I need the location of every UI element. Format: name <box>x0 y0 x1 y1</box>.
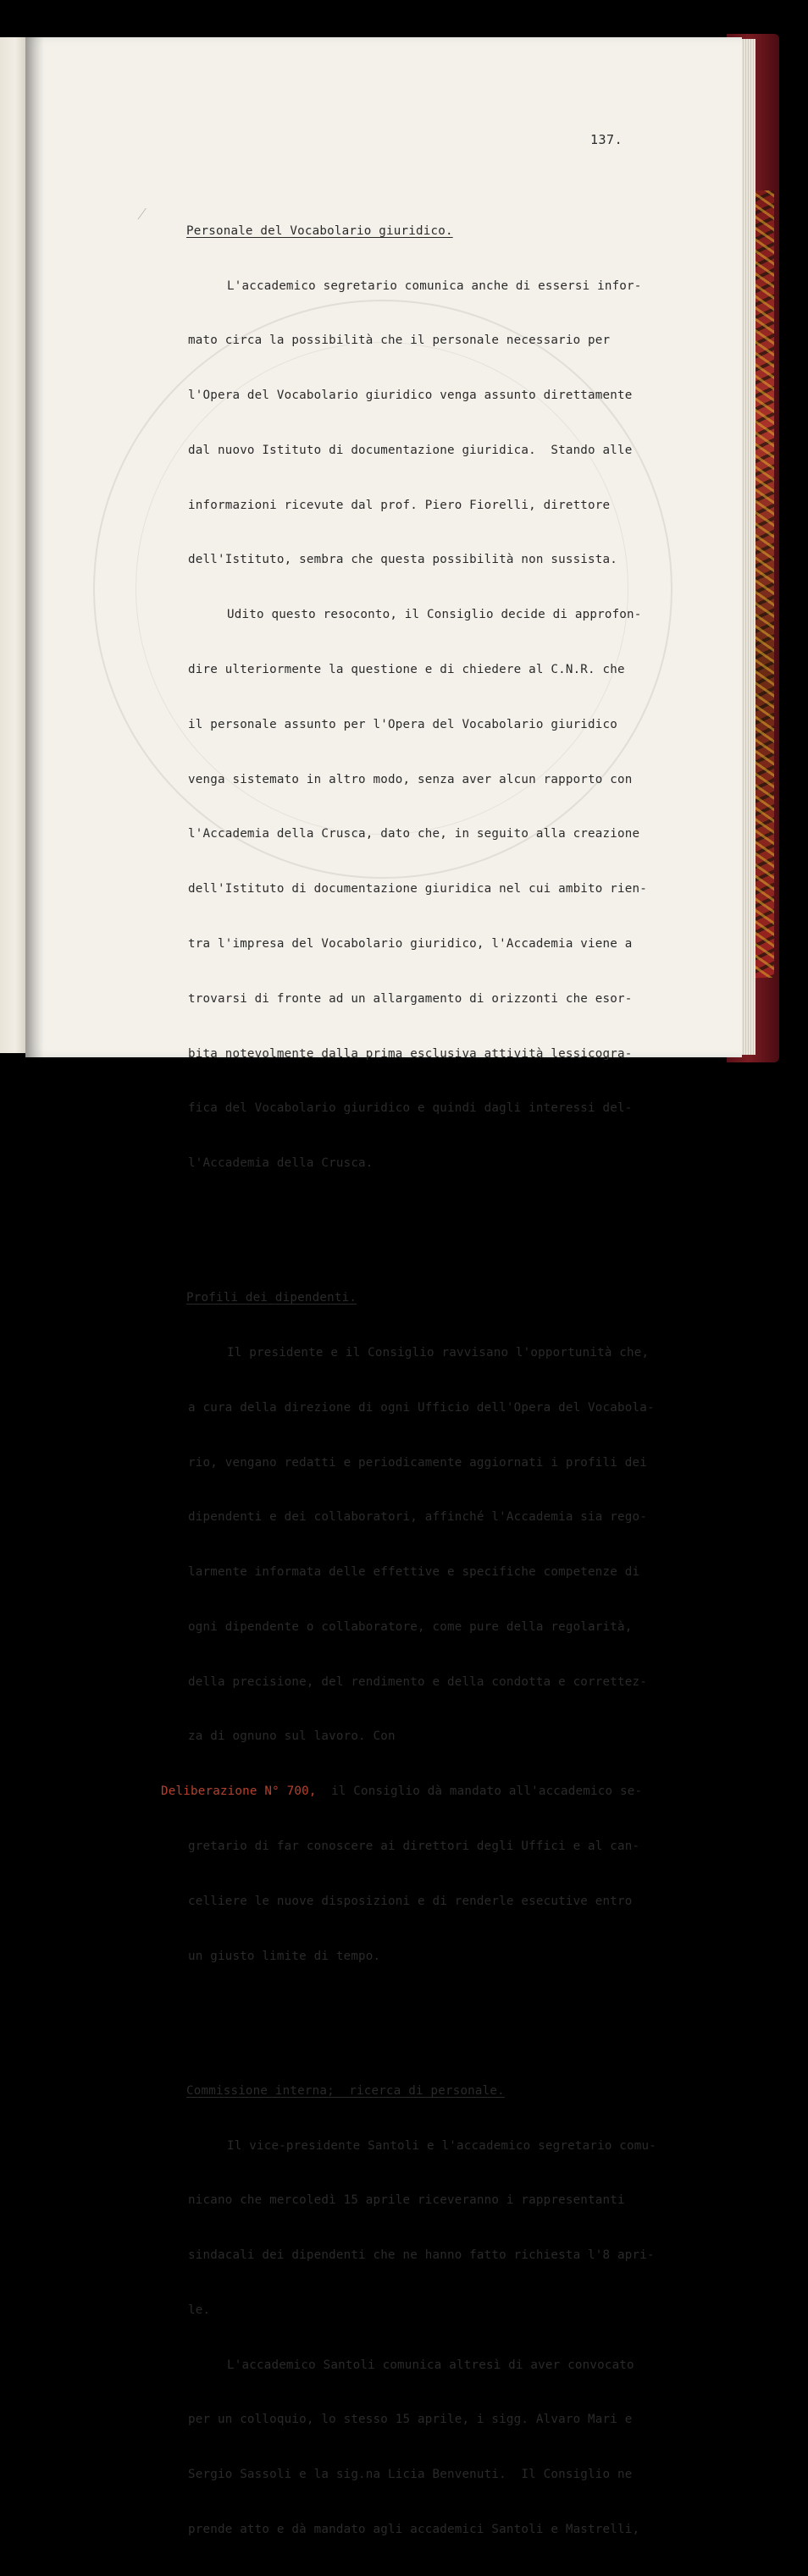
paragraph-line: Il presidente e il Consiglio ravvisano l'opportunità che, <box>227 1346 650 1360</box>
paragraph-line: mato circa la possibilità che il personale necessario per <box>188 334 611 348</box>
paragraph-line: per un colloquio, lo stesso 15 aprile, i sigg. Alvaro Mari e <box>188 2413 633 2427</box>
paragraph-line: gretario di far conoscere ai direttori degli Uffici e al can- <box>188 1840 640 1854</box>
paragraph-line: dire ulteriormente la questione e di chiedere al C.N.R. che <box>188 663 625 677</box>
paragraph-line: Il vice-presidente Santoli e l'accademico segretario comu- <box>227 2138 657 2153</box>
paragraph-line: larmente informata delle effettive e specifiche competenze di <box>188 1565 640 1580</box>
paragraph-line: dal nuovo Istituto di documentazione giuridica. Stando alle <box>188 443 633 457</box>
paragraph-line: prende atto e dà mandato agli accademici Santoli e Mastrelli, <box>188 2523 640 2536</box>
paragraph-line: venga sistemato in altro modo, senza aver alcun rapporto con <box>188 772 633 786</box>
gutter-shadow <box>25 37 44 1057</box>
paragraph-line: il personale assunto per l'Opera del Vocabolario giuridico <box>188 717 618 731</box>
paragraph-line: un giusto limite di tempo. <box>188 1949 381 1963</box>
left-page-edge <box>0 37 25 1053</box>
paragraph-fragment: il Consiglio dà mandato all'accademico se- <box>331 1784 643 1799</box>
paragraph-line: tra l'impresa del Vocabolario giuridico, l'Accademia viene a <box>188 936 633 951</box>
paragraph-line: dell'Istituto di documentazione giuridica nel cui ambito rien- <box>188 882 647 896</box>
paragraph-line: della precisione, del rendimento e della condotta e correttez- <box>188 1674 647 1689</box>
paragraph-line: trovarsi di fronte ad un allargamento di orizzonti che esor- <box>188 991 633 1006</box>
paragraph-line: informazioni ricevute dal prof. Piero Fiorelli, direttore <box>188 498 611 512</box>
paragraph-line: dell'Istituto, sembra che questa possibilità non sussista. <box>188 553 618 567</box>
section-heading: Commissione interna; ricerca di personale. <box>186 2083 505 2098</box>
paragraph-line: rio, vengano redatti e periodicamente aggiornati i profili dei <box>188 1455 647 1470</box>
paragraph-line: l'Accademia della Crusca. <box>188 1156 374 1171</box>
paragraph-line: ogni dipendente o collaboratore, come pure della regolarità, <box>188 1619 633 1634</box>
paragraph-line: l'Accademia della Crusca, dato che, in seguito alla creazione <box>188 827 640 841</box>
paragraph-line: a cura della direzione di ogni Ufficio dell'Opera del Vocabola- <box>188 1400 655 1415</box>
paragraph-line: za di ognuno sul lavoro. Con <box>188 1729 396 1744</box>
paragraph-line: sindacali dei dipendenti che ne hanno fatto richiesta l'8 apri- <box>188 2248 655 2263</box>
paragraph-line: celliere le nuove disposizioni e di renderle esecutive entro <box>188 1894 633 1908</box>
paragraph-line: Udito questo resoconto, il Consiglio decide di approfon- <box>227 608 642 622</box>
paragraph-line: Sergio Sassoli e la sig.na Licia Benvenuti. Il Consiglio ne <box>188 2468 633 2482</box>
paragraph-line: le. <box>188 2303 211 2317</box>
section-heading: Personale del Vocabolario giuridico. <box>186 223 453 238</box>
paragraph-line: L'accademico Santoli comunica altresì di aver convocato <box>227 2358 634 2372</box>
paragraph-line: dipendenti e dei collaboratori, affinché l'Accademia sia rego- <box>188 1510 647 1525</box>
deliberation-stamp: Deliberazione N° 700, <box>161 1784 317 1799</box>
paragraph-line: fica del Vocabolario giuridico e quindi dagli interessi del- <box>188 1101 633 1116</box>
pencil-check-mark: ⁄ <box>141 203 144 223</box>
paragraph-line: nicano che mercoledì 15 aprile riceveranno i rappresentanti <box>188 2193 625 2208</box>
paragraph-line: L'accademico segretario comunica anche di essersi infor- <box>227 279 642 293</box>
section-heading: Profili dei dipendenti. <box>186 1291 357 1305</box>
deliberation-line <box>161 1783 669 1801</box>
page-number: 137. <box>590 132 623 147</box>
paragraph-line: l'Opera del Vocabolario giuridico venga assunto direttamente <box>188 389 633 403</box>
document-text <box>161 168 669 2576</box>
paragraph-line: bita notevolmente dalla prima esclusiva attività lessicogra- <box>188 1046 633 1061</box>
